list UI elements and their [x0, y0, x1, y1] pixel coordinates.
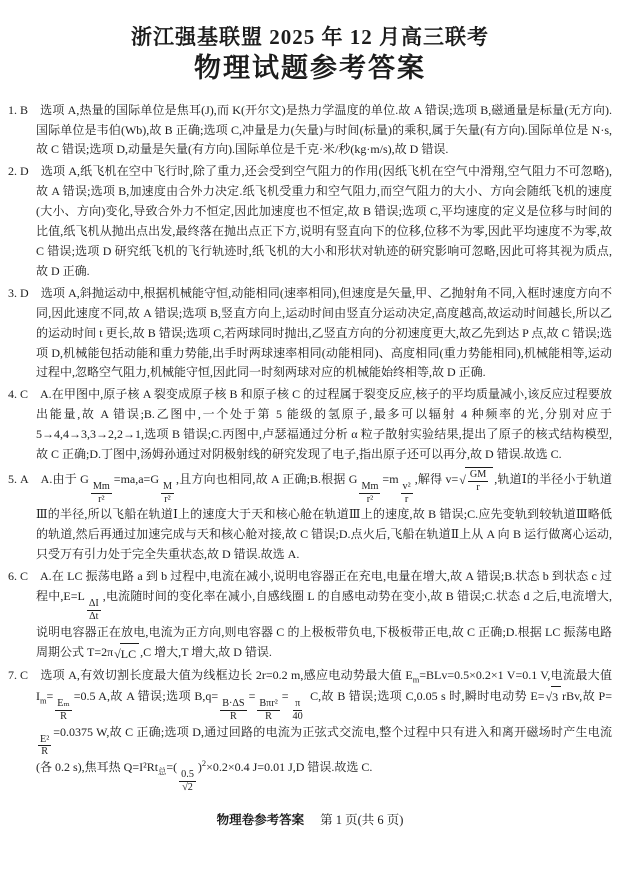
answer-item — [8, 101, 612, 161]
fraction-numerator: Eₘ — [57, 698, 70, 710]
fraction-denominator: 40 — [292, 710, 303, 722]
question-number: 2. — [8, 164, 17, 179]
radical-sign: √ — [114, 646, 121, 661]
answer-item — [8, 385, 612, 465]
question-number: 3. — [8, 285, 17, 300]
answer-explanation: A.在 LC 振荡电路 a 到 b 过程中,电流在减小,说明电容器正在充电,电量在增大,故 A 错误;B.状态 b 到状态 c 过程中,E=L $\frac{\Delta I}{\Delta t}$ ,电流随时间的变化率在减小,自感线圈 L 的自感电动势在变小,故 B 错误;C.状态 d 之后,电流增大,说明电容器正在放电,电流为正方向,则电容器 C 的上极板带负电,下极板带正电,故 C 正确;D.根据 LC 振荡电路周期公式 T=2π √ LC ,C 增大,T 增大,故 D 错误. — [36, 569, 612, 659]
fraction — [291, 698, 305, 722]
answer-explanation: 选项 A,有效切割长度最大值为线框边长 2r=0.2 m,感应电动势最大值 $E_m=BLv=0.5\times 0.2\times 1$ V=0.1 V,电流最大值 $I_m=$ $\frac{\text{Eₘ}}{R}$ =0.5 A,故 A 错误;选项 B,q= $\frac{B\cdot\Delta S}{R}$ = $\frac{\text{Bπr²}}{R}$ = $\frac{\pi}{40}$ C,故 B 错误;选项 C,0.05 s 时,瞬时电动势 E= √ 3 rBv,故 P= $\frac{\text{E²}}{R}$ =0.0375 W,故 C 正确;选项 D,通过回路的电流为正弦式交流电,整个过程中只有进入和离开磁场时产生电流(各 0.2 s),焦耳热 $Q=I^2Rt_总=$( $\frac{0.5}{√2}$ )$^2$×0.2×0.4 J=0.01 J,D 错误.故选 C. — [36, 668, 612, 793]
answers-list — [8, 101, 612, 794]
footer-page-number: 第 1 页(共 6 页) — [320, 812, 404, 827]
fraction-numerator: E² — [40, 733, 50, 745]
fraction-numerator: Mm — [92, 481, 110, 493]
answer-item — [8, 467, 612, 565]
question-number: 5. — [8, 471, 17, 486]
square-root — [459, 467, 493, 493]
answer-item — [8, 162, 612, 281]
fraction-numerator: Mm — [361, 481, 379, 493]
fraction-numerator: Bπr² — [259, 698, 278, 710]
square-root — [114, 643, 139, 665]
radical-sign: √ — [459, 473, 466, 488]
fraction-denominator: r² — [98, 493, 105, 505]
fraction-numerator: 0.5 — [181, 769, 194, 781]
fraction — [359, 481, 380, 505]
fraction-denominator: r² — [366, 493, 374, 505]
fraction-denominator: r — [404, 493, 409, 505]
question-number: 4. — [8, 387, 17, 402]
answer-explanation: 选项 A,纸飞机在空中飞行时,除了重力,还会受到空气阻力的作用(因纸飞机在空气中滑翔,空气阻力不可忽略),故 A 错误;选项 B,加速度由合外力决定.纸飞机受重力和空气阻力,而空气阻力的大小、方向会随纸飞机的速度(大小、方向)变化,导致合外力不恒定,因此加速度也不恒定,故 B 错误;选项 C,平均速度的定义是位移与时间的比值,纸飞机从抛出点出发,最终落在抛出点正下方,说明有竖直向下的位移,位移不为零,因此平均速度不为零,故 C 错误;选项 D 研究纸飞机的飞行轨迹时,纸飞机的大小和形状对轨迹的研究影响可忽略,因此可将其视为质点,故 D 正确. — [36, 164, 612, 278]
fraction — [38, 734, 51, 758]
superscript: 2 — [201, 759, 207, 769]
fraction-denominator: r² — [164, 493, 171, 505]
answer-letter: D — [20, 164, 29, 179]
fraction-denominator: R — [60, 710, 67, 722]
footer-doc-label: 物理卷参考答案 — [216, 812, 305, 827]
fraction-denominator: √2 — [182, 781, 193, 793]
fraction — [401, 481, 413, 505]
fraction-numerator: π — [295, 698, 301, 710]
fraction-denominator: R — [41, 746, 49, 758]
answer-letter: D — [20, 285, 29, 300]
fraction-denominator: R — [229, 710, 237, 722]
fraction — [179, 769, 196, 793]
fraction-numerator: GM — [469, 468, 487, 480]
page-footer — [8, 810, 612, 828]
fraction-numerator: M — [162, 481, 173, 493]
fraction — [257, 698, 279, 722]
answer-item — [8, 666, 612, 793]
radicand: 3 — [551, 686, 561, 708]
fraction — [161, 481, 174, 505]
subscript: 总 — [158, 767, 167, 777]
answer-letter: B — [20, 102, 29, 117]
subscript: m — [40, 696, 47, 706]
fraction-denominator: Δt — [89, 610, 99, 622]
radical-sign: √ — [545, 690, 553, 705]
square-root — [545, 686, 561, 708]
answer-explanation: A.由于 G $\frac{Mm}{\text{r²}}$ =ma,a=G $\frac{M}{\text{r²}}$ ,且方向也相同,故 A 正确;B.根据 G $\frac{Mm}{\text{r²}}$ =m $\frac{\text{v²}}{r}$ ,解得 v= √ $\frac{GM}{r}$ ,轨道Ⅰ的半径小于轨道Ⅲ的半径,所以飞船在轨道Ⅰ上的速度大于天和核心舱在轨道Ⅲ上的速度,故 B 错误;C.应先变轨到较轨道Ⅲ略低的轨道,然后再通过加速完成与天和核心舱对接,故 C 错误;D.点火后,飞船在轨道Ⅱ上从 A 向 B 运行做离心运动,只受万有引力处于完全失重状态,故 D 错误.故选 A. — [36, 468, 612, 562]
answer-letter: A — [20, 471, 29, 486]
fraction-numerator: B·ΔS — [222, 698, 245, 710]
answer-explanation: 选项 A,斜抛运动中,根据机械能守恒,动能相同(速率相同),但速度是矢量,甲、乙抛射角不同,入框时速度方向不同,因此速度不同,故 A 错误;选项 B,竖直方向上,运动时间由竖直分运动决定,高度越高,故运动时间越长,所以乙的运动时间 t 更长,故 B 错误;选项 C,若两球同时抛出,乙竖直方向的分初速度更大,故乙先到达 P 点,故 C 错误;选项 D,机械能包括动能和重力势能,出手时两球速率相同(动能相同)、高度相同(重力势能相同),机械能相等,运动过程中,忽略空气阻力,机械能守恒,因此同一时刻两球对应的机械能始终相等,故 D 正确. — [36, 285, 612, 380]
answer-letter: C — [20, 668, 29, 683]
subscript: m — [412, 675, 420, 685]
question-number: 1. — [8, 102, 17, 117]
page-subtitle: 物理试题参考答案 — [194, 53, 426, 84]
fraction-numerator: v² — [402, 481, 411, 493]
answer-item — [8, 567, 612, 664]
answer-explanation: 选项 A,热量的国际单位是焦耳(J),而 K(开尔文)是热力学温度的单位.故 A 错误;选项 B,磁通量是标量(无方向).国际单位是韦伯(Wb),故 B 正确;选项 C,冲量是力(矢量)与时间(标量)的乘积,属于矢量(有方向).国际单位是 N·s,故 C 错误;选项 D,动量是矢量(有方向).国际单位是千克·米/秒(kg·m/s),故 D 错误. — [36, 102, 612, 157]
fraction — [55, 698, 71, 722]
fraction-denominator: r — [476, 481, 480, 493]
answer-item — [8, 284, 612, 384]
fraction — [468, 469, 488, 493]
fraction-numerator: ΔI — [88, 598, 99, 610]
answer-letter: C — [20, 569, 29, 584]
fraction — [87, 598, 101, 622]
answer-explanation: A.在甲图中,原子核 A 裂变成原子核 B 和原子核 C 的过程属于裂变反应,核子的平均质量减小,该反应过程要放出能量,故 A 错误;B.乙图中,一个处于第 5 能级的氢原子,最多可以辐射 4 种频率的光,分别对应于 5→4,4→3,3→2,2→1,选项 B 错误;C.丙图中,卢瑟福通过分析 α 粒子散射实验结果,提出了原子的核式结构模型,故 C 正确;D.丁图中,汤姆孙通过对阴极射线的研究发现了电子,指出原子还可以再分,故 D 错误.故选 C. — [36, 387, 612, 462]
answer-letter: C — [20, 387, 29, 402]
radicand: LC — [120, 643, 139, 665]
fraction — [220, 698, 246, 722]
radicand — [465, 467, 493, 493]
question-number: 7. — [8, 668, 17, 683]
page-title: 浙江强基联盟 2025 年 12 月高三联考 — [131, 25, 489, 49]
fraction-denominator: R — [265, 710, 272, 722]
question-number: 6. — [8, 569, 17, 584]
fraction — [91, 481, 112, 505]
